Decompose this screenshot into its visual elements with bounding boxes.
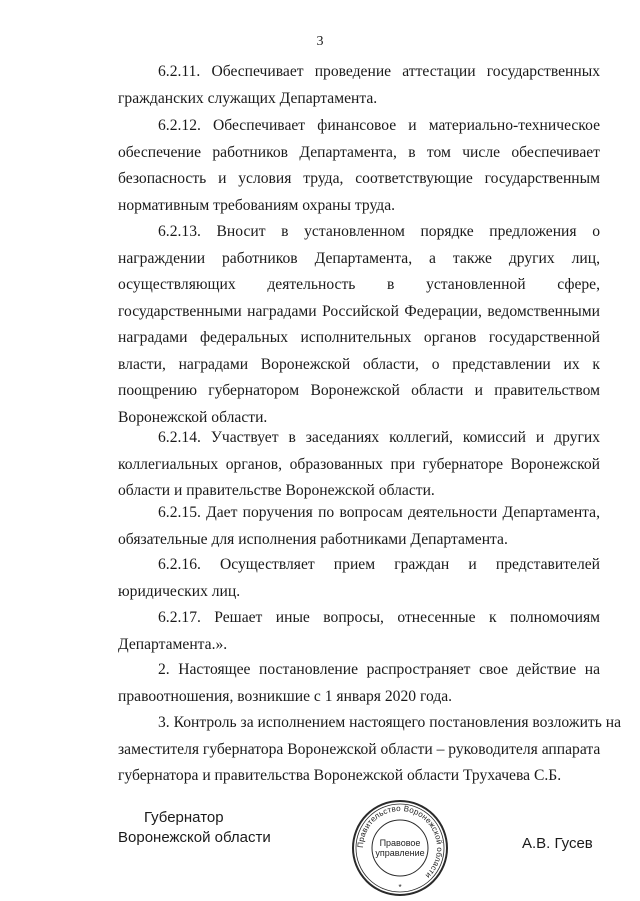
paragraph-line: осуществляющих деятельность в установленной сфере, [118,276,600,293]
paragraph-line: области и правительстве Воронежской области. [118,482,435,499]
paragraph-line: 6.2.15. Дает поручения по вопросам деятельности Департамента, [158,504,600,521]
paragraph-line: губернатора и правительства Воронежской области Трухачева С.Б. [118,767,562,784]
official-seal [350,798,450,898]
paragraph-6-2-11 [118,59,600,112]
paragraph-line: поощрению губернатором Воронежской области и правительством [118,382,600,399]
paragraph-6-2-14 [118,425,600,505]
page-number: 3 [316,34,324,49]
paragraph-line: награждении работников Департамента, а также других лиц, [118,249,600,267]
paragraph-6-2-15 [118,500,600,553]
paragraph-line: заместителя губернатора Воронежской области – руководителя аппарата [118,740,601,758]
seal-ring-text: Правительство Воронежской области [355,803,445,881]
paragraph-item-3 [118,710,622,790]
signatory-title-line: Воронежской области [118,829,271,846]
paragraph-line: Воронежской области. [118,408,268,426]
paragraph-line: 6.2.14. Участвует в заседаниях коллегий, комиссий и других [158,429,600,446]
seal-star-icon: * [398,883,402,892]
paragraph-line: юридических лиц. [118,582,241,600]
signatory-name: А.В. Гусев [522,835,593,852]
paragraph-line: наградами федеральных исполнительных органов государственной [118,329,600,346]
seal-center-text: управление [375,848,425,858]
paragraph-line: 6.2.16. Осуществляет прием граждан и представителей [158,556,600,573]
paragraph-line: 6.2.11. Обеспечивает проведение аттестации государственных [158,63,600,80]
paragraph-item-2 [118,657,600,710]
signatory-title-line: Губернатор [144,809,224,826]
paragraph-line: 2. Настоящее постановление распространяет свое действие на [158,661,600,678]
paragraph-line: 6.2.13. Вносит в установленном порядке предложения о [158,223,600,240]
signatory-title [118,808,278,848]
paragraph-6-2-16 [118,552,600,605]
paragraph-line: нормативным требованиям охраны труда. [118,196,396,214]
paragraph-line: Департамента.». [118,635,228,653]
paragraph-line: правоотношения, возникшие с 1 января 2020 года. [118,687,453,705]
paragraph-line: коллегиальных органов, образованных при губернаторе Воронежской [118,455,600,473]
paragraph-6-2-13 [118,219,600,431]
paragraph-line: 3. Контроль за исполнением настоящего постановления возложить на [158,714,622,731]
paragraph-line: 6.2.12. Обеспечивает финансовое и материально-техническое [158,117,600,134]
paragraph-line: обязательные для исполнения работниками Департамента. [118,530,508,548]
paragraph-6-2-12 [118,113,600,219]
paragraph-line: 6.2.17. Решает иные вопросы, отнесенные к полномочиям [158,609,600,626]
paragraph-line: обеспечение работников Департамента, в том числе обеспечивает [118,143,600,161]
paragraph-line: государственными наградами Российской Федерации, ведомственными [118,302,600,320]
paragraph-line: власти, наградами Воронежской области, о представлении их к [118,355,600,373]
paragraph-6-2-17 [118,605,600,658]
seal-center-text: Правовое [379,838,421,848]
paragraph-line: безопасность и условия труда, соответствующие государственным [118,170,600,187]
paragraph-line: гражданских служащих Департамента. [118,89,378,107]
